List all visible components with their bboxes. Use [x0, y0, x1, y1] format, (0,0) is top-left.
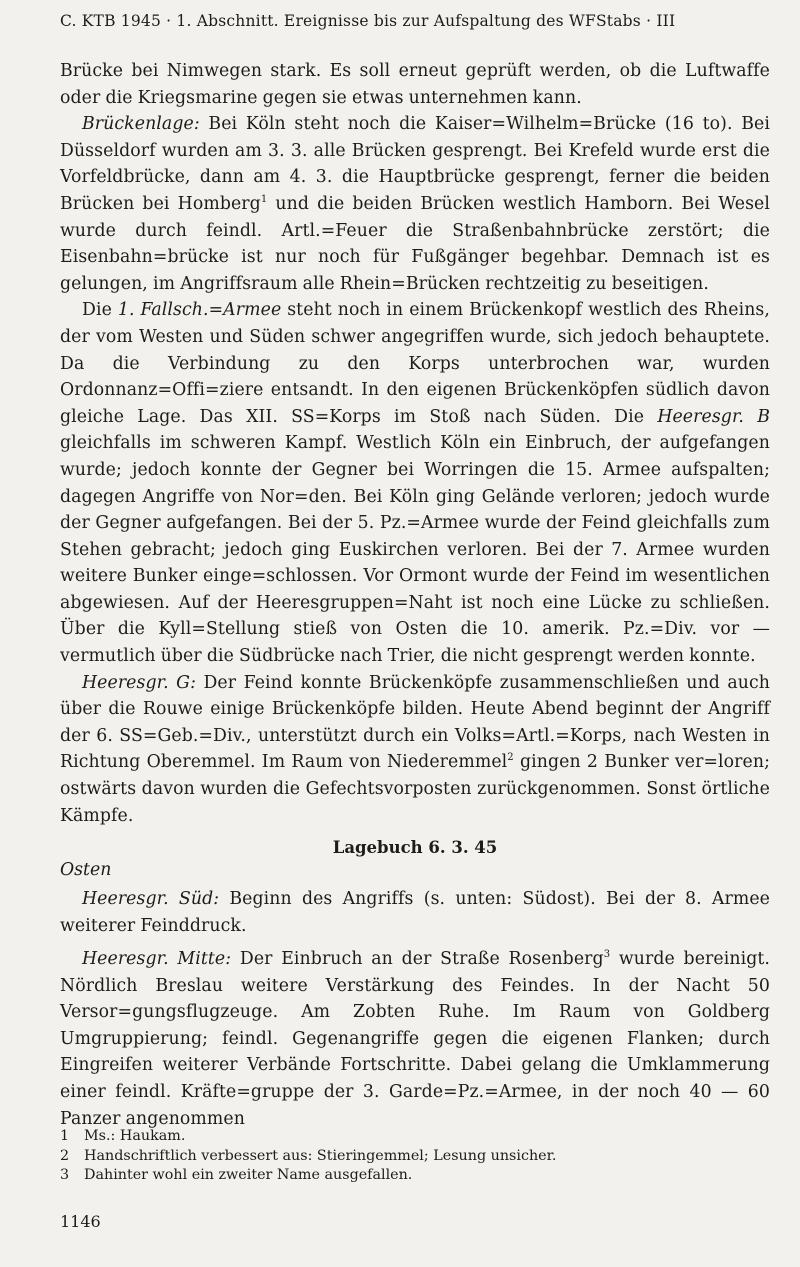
running-header: C. KTB 1945 · 1. Abschnitt. Ereignisse bis zur Aufspaltung des WFStabs · III [60, 12, 676, 30]
body-text-block-2 [60, 886, 770, 939]
fallsch-prefix: Die [82, 300, 118, 321]
paragraph-heeresgr-g [60, 670, 770, 830]
paragraph-heeresgr-sued [60, 886, 770, 939]
heeresgr-mitte-text-a: Der Einbruch an der Straße Rosenberg [231, 949, 604, 969]
label-heeresgr-sued: Heeresgr. Süd: [82, 889, 220, 909]
paragraph-fallsch-armee [60, 297, 770, 669]
label-brueckenlage: Brückenlage: [82, 114, 200, 135]
footnote-number: 1 [60, 1128, 70, 1144]
label-heeresgr-mitte: Heeresgr. Mitte: [82, 949, 232, 969]
brueckenlage-text-b: und die beiden Brücken westlich Hamborn. Bei Wesel wurde durch feindl. Artl.=Feuer die Straßenbahnbrücke zerstört; die Eisenbahn=brücke ist nur noch für Fußgänger begehbar. Demnach ist es gelungen, im Angriffsraum alle Rhein=Brücken rechtzeitig zu beseitigen. [60, 193, 770, 294]
footnote-1 [60, 1127, 770, 1147]
body-text-block-3 [60, 946, 770, 1132]
footnote-text: Dahinter wohl ein zweiter Name ausgefallen. [84, 1167, 413, 1183]
page-number: 1146 [60, 1212, 101, 1231]
section-label-osten: Osten [60, 860, 112, 880]
label-heeresgr-g: Heeresgr. G: [82, 672, 196, 693]
footnote-number: 2 [60, 1147, 70, 1164]
label-heeresgr-b: Heeresgr. B [657, 406, 771, 427]
heeresgr-g-text-a: Der Feind konnte Brückenköpfe zusammenschließen und auch über die Rouwe einige Brückenköpfe bilden. Heute Abend beginnt der Angriff der 6. SS=Geb.=Div., unterstützt durch ein Volks=Artl.=Korps, nach Westen in Richtung Oberemmel. Im Raum von Niederemmel [60, 672, 770, 773]
footnote-ref-1: 1 [260, 194, 268, 206]
body-text-block-1 [60, 58, 770, 829]
paragraph-heeresgr-mitte [60, 946, 770, 1132]
footnote-number: 3 [60, 1167, 70, 1183]
footnote-text: Ms.: Haukam. [84, 1128, 186, 1144]
paragraph-bridge-nimwegen: Brücke bei Nimwegen stark. Es soll erneut geprüft werden, ob die Luftwaffe oder die Kriegsmarine gegen sie etwas unternehmen kann. [60, 61, 770, 108]
fallsch-text-a: steht noch in einem Brückenkopf westlich des Rheins, der vom Westen und Süden schwer angegriffen wurde, sich jedoch behauptete. Da die Verbindung zu den Korps unterbrochen war, wurden Ordonnanz=Offi=ziere entsandt. In den eigenen Brückenköpfen südlich davon gleiche Lage. Das XII. SS=Korps im Stoß nach Süden. Die [60, 300, 770, 427]
fallsch-text-b: gleichfalls im schweren Kampf. Westlich Köln ein Einbruch, der aufgefangen wurde; jedoch konnte der Gegner bei Worringen die 15. Armee aufspalten; dagegen Angriffe von Nor=den. Bei Köln ging Gelände verloren; jedoch wurde der Gegner aufgefangen. Bei der 5. Pz.=Armee wurde der Feind gleichfalls zum Stehen gebracht; jedoch ging Euskirchen verloren. Bei der 7. Armee wurden weitere Bunker einge=schlossen. Vor Ormont wurde der Feind im wesentlichen abgewiesen. Auf der Heeresgruppen=Naht ist noch eine Lücke zu schließen. Über die Kyll=Stellung stieß von Osten die 10. amerik. Pz.=Div. vor — vermutlich über die Südbrücke nach Trier, die nicht gesprengt werden konnte. [60, 433, 770, 667]
heeresgr-mitte-text-b: wurde bereinigt. Nördlich Breslau weitere Verstärkung des Feindes. In der Nacht 50 Versor=gungsflugzeuge. Am Zobten Ruhe. Im Raum von Goldberg Umgruppierung; feindl. Gegenangriffe gegen die eigenen Flanken; durch Eingreifen weiterer Verbände Fortschritte. Dabei gelang die Umklammerung einer feindl. Kräfte=gruppe der 3. Garde=Pz.=Armee, in der noch 40 — 60 Panzer angenommen [60, 949, 771, 1129]
label-fallsch-armee: 1. Fallsch.=Armee [117, 300, 282, 321]
lagebuch-heading: Lagebuch 6. 3. 45 [332, 838, 498, 857]
footnote-text: Handschriftlich verbessert aus: Stieringemmel; Lesung unsicher. [84, 1147, 557, 1164]
brueckenlage-text-a: Bei Köln steht noch die Kaiser=Wilhelm=Brücke (16 to). Bei Düsseldorf wurden am 3. 3. alle Brücken gesprengt. Bei Krefeld wurde erst die Vorfeldbrücke, dann am 4. 3. die Hauptbrücke gesprengt, ferner die beiden Brücken bei Homberg [60, 114, 770, 214]
footnotes [60, 1127, 770, 1186]
paragraph-brueckenlage [60, 111, 770, 297]
heeresgr-sued-text: Beginn des Angriffs (s. unten: Südost). Bei der 8. Armee weiterer Feinddruck. [60, 889, 770, 936]
footnote-2 [60, 1147, 770, 1167]
footnote-ref-2: 2 [507, 752, 514, 764]
footnote-ref-3: 3 [603, 949, 611, 961]
footnote-3 [60, 1166, 770, 1186]
heeresgr-g-text-b: gingen 2 Bunker ver=loren; ostwärts davon wurden die Gefechtsvorposten zurückgenommen. Sonst örtliche Kämpfe. [60, 752, 771, 826]
